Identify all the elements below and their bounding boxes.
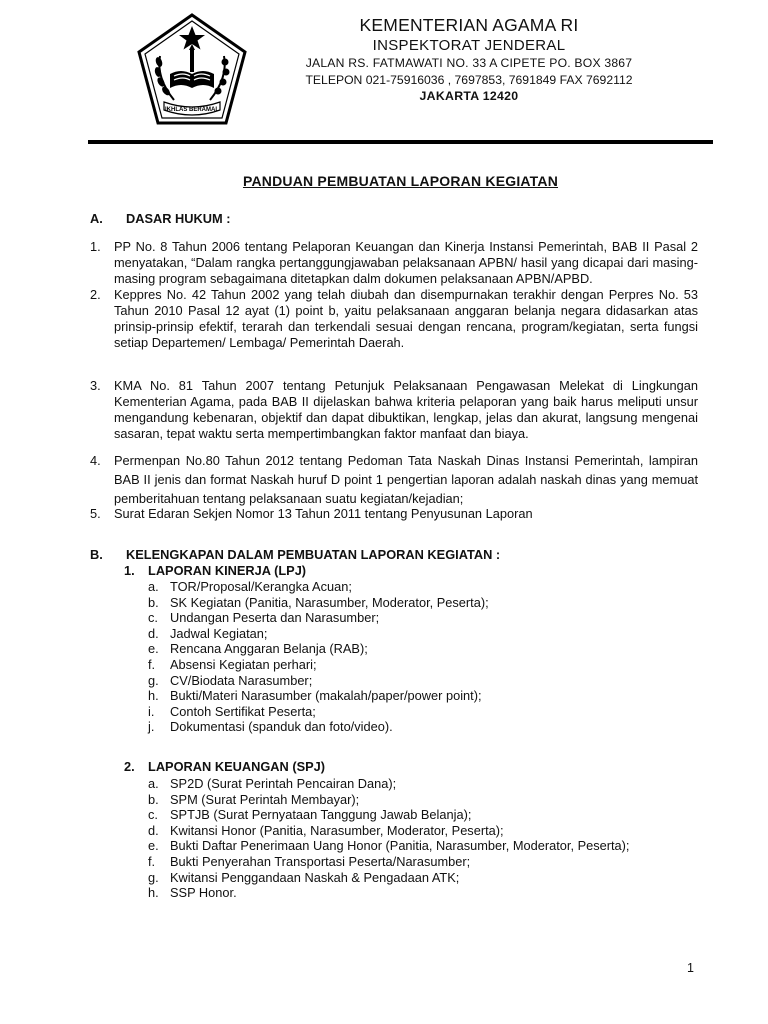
item-letter: j.: [148, 719, 155, 735]
item-letter: h.: [148, 688, 159, 704]
legal-basis-list: [90, 451, 698, 508]
section-title: KELENGKAPAN DALAM PEMBUATAN LAPORAN KEGIATAN :: [126, 547, 501, 562]
item-text: Jadwal Kegiatan;: [170, 625, 268, 641]
item-text: Permenpan No.80 Tahun 2012 tentang Pedoman Tata Naskah Dinas Instansi Pemerintah, lampiran BAB II jenis dan format Naskah huruf D point 1 pengertian laporan adalah naskah dinas yang memuat pemberitahuan tentang pelaksanaan suatu kegiatan/kejadian;: [114, 453, 698, 506]
item-text: SP2D (Surat Perintah Pencairan Dana);: [170, 776, 397, 791]
item-text: Keppres No. 42 Tahun 2002 yang telah diubah dan disempurnakan terakhir dengan Perpres No. 53 Tahun 2010 Pasal 12 ayat (1) point b, yaitu pelaksanaan anggaran belanja negara didasarkan atas prinsip-prinsip efektif, terarah dan terkendali sesuai dengan rencana, program/kegiatan, serta fungsi setiap Departemen/ Lembaga/ Pemerintah Daerah.: [114, 287, 698, 350]
item-letter: g.: [148, 869, 159, 885]
item-letter: b.: [148, 594, 159, 610]
division-name: INSPEKTORAT JENDERAL: [372, 37, 566, 54]
item-letter: a.: [148, 776, 159, 791]
checklist-item: [148, 776, 629, 792]
item-text: Dokumentasi (spanduk dan foto/video).: [170, 719, 393, 735]
checklist-item: [148, 838, 629, 854]
page-number: 1: [687, 961, 694, 975]
item-letter: c.: [148, 807, 158, 823]
checklist-item: [148, 719, 489, 735]
item-number: 2.: [90, 287, 101, 302]
item-number: 4.: [90, 453, 101, 468]
section-letter: B.: [90, 547, 103, 562]
lpj-checklist: [148, 579, 489, 735]
letterhead: [284, 14, 654, 105]
ministry-logo-icon: [136, 12, 248, 126]
item-text: SSP Honor.: [170, 885, 237, 901]
item-number: 3.: [90, 378, 101, 393]
item-letter: e.: [148, 641, 159, 657]
legal-basis-item: [90, 506, 698, 522]
item-letter: i.: [148, 703, 155, 719]
group-title: LAPORAN KEUANGAN (SPJ): [148, 759, 326, 774]
group-number: 1.: [124, 563, 135, 578]
section-title: DASAR HUKUM :: [126, 211, 231, 226]
item-letter: a.: [148, 579, 159, 594]
item-letter: h.: [148, 885, 159, 901]
group-title: LAPORAN KINERJA (LPJ): [148, 563, 307, 578]
item-letter: f.: [148, 853, 156, 869]
legal-basis-item: [90, 378, 698, 442]
legal-basis-item: [90, 451, 698, 508]
office-city: JAKARTA 12420: [419, 89, 519, 103]
spj-group-heading: [124, 759, 325, 774]
document-title: PANDUAN PEMBUATAN LAPORAN KEGIATAN: [242, 173, 559, 189]
legal-basis-list: [90, 378, 698, 442]
svg-text:IKHLAS BERAMAL: IKHLAS BERAMAL: [165, 107, 219, 113]
item-letter: e.: [148, 838, 159, 854]
group-number: 2.: [124, 759, 135, 774]
item-text: Kwitansi Penggandaan Naskah & Pengadaan ATK;: [170, 869, 460, 885]
item-text: TOR/Proposal/Kerangka Acuan;: [170, 579, 352, 594]
item-text: Bukti Penyerahan Transportasi Peserta/Narasumber;: [170, 853, 471, 869]
checklist-item: [148, 792, 629, 808]
checklist-item: [148, 807, 629, 823]
item-text: Kwitansi Honor (Panitia, Narasumber, Moderator, Peserta);: [170, 822, 504, 838]
item-letter: f.: [148, 656, 156, 672]
item-text: Bukti/Materi Narasumber (makalah/paper/power point);: [170, 688, 482, 704]
checklist-item: [148, 823, 629, 839]
item-text: Surat Edaran Sekjen Nomor 13 Tahun 2011 tentang Penyusunan Laporan: [114, 506, 533, 521]
item-text: Undangan Peserta dan Narasumber;: [170, 610, 380, 626]
checklist-item: [148, 657, 489, 673]
item-text: Bukti Daftar Penerimaan Uang Honor (Panitia, Narasumber, Moderator, Peserta);: [170, 838, 630, 854]
checklist-item: [148, 673, 489, 689]
checklist-item: [148, 626, 489, 642]
item-text: KMA No. 81 Tahun 2007 tentang Petunjuk Pelaksanaan Pengawasan Melekat di Lingkungan Kementerian Agama, pada BAB II dijelaskan bahwa kriteria pelaporan yang baik harus meliputi unsur mengandung kebenaran, objektif dan dapat dibuktikan, lengkap, jelas dan akurat, langsung mengenai sasaran, tepat waktu serta mempertimbangkan faktor manfaat dan biaya.: [114, 378, 698, 441]
item-number: 1.: [90, 239, 101, 254]
checklist-item: [148, 595, 489, 611]
item-text: Rencana Anggaran Belanja (RAB);: [170, 641, 368, 657]
lpj-group-heading: [124, 563, 306, 578]
item-text: Absensi Kegiatan perhari;: [170, 656, 317, 672]
legal-basis-item: [90, 239, 698, 287]
item-text: SPM (Surat Perintah Membayar);: [170, 791, 360, 807]
item-letter: d.: [148, 822, 159, 838]
checklist-item: [148, 854, 629, 870]
item-text: SPTJB (Surat Pernyataan Tanggung Jawab Belanja);: [170, 807, 472, 823]
ministry-name: KEMENTERIAN AGAMA RI: [359, 15, 579, 35]
item-text: CV/Biodata Narasumber;: [170, 672, 313, 688]
checklist-item: [148, 610, 489, 626]
checklist-item: [148, 641, 489, 657]
item-letter: c.: [148, 610, 158, 626]
item-letter: g.: [148, 672, 159, 688]
item-text: SK Kegiatan (Panitia, Narasumber, Moderator, Peserta);: [170, 594, 489, 610]
item-text: PP No. 8 Tahun 2006 tentang Pelaporan Keuangan dan Kinerja Instansi Pemerintah, BAB II Pasal 2 menyatakan, “Dalam rangka pertanggungjawaban pelaksanaan APBN/ hasil yang dicapai dari masing-masing program sebagaimana ditetapkan dalm dokumen pelaksanaan APBN/APBD.: [114, 239, 698, 286]
office-phone: TELEPON 021-75916036 , 7697853, 7691849 FAX 7692112: [305, 73, 633, 87]
item-letter: b.: [148, 791, 159, 807]
item-number: 5.: [90, 506, 101, 521]
checklist-item: [148, 688, 489, 704]
section-letter: A.: [90, 211, 103, 226]
legal-basis-list: [90, 506, 698, 522]
legal-basis-item: [90, 287, 698, 351]
spj-checklist: [148, 776, 629, 901]
item-text: Contoh Sertifikat Peserta;: [170, 703, 316, 719]
letterhead-divider: [88, 140, 713, 144]
checklist-item: [148, 885, 629, 901]
checklist-item: [148, 704, 489, 720]
item-letter: d.: [148, 625, 159, 641]
office-address: JALAN RS. FATMAWATI NO. 33 A CIPETE PO. BOX 3867: [305, 56, 633, 70]
checklist-item: [148, 579, 489, 595]
checklist-item: [148, 870, 629, 886]
legal-basis-list: [90, 239, 698, 351]
